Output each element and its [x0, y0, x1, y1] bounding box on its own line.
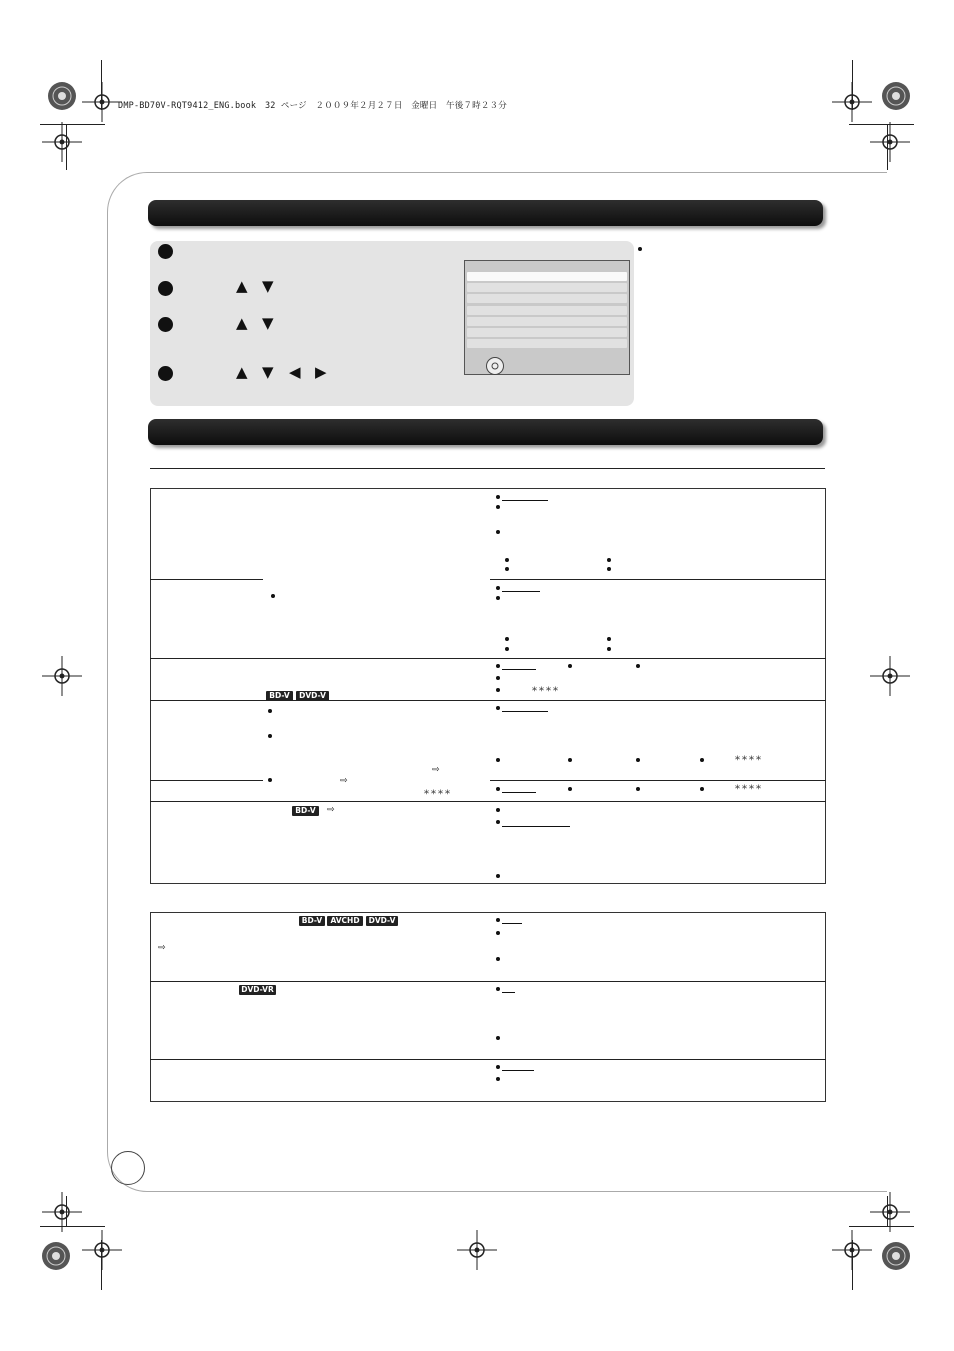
bullet [271, 594, 275, 598]
bullet [496, 987, 500, 991]
bullet [496, 1077, 500, 1081]
registration-mark-icon [42, 76, 82, 116]
crosshair-icon [42, 122, 82, 162]
crop-mark [887, 124, 888, 170]
bullet [496, 957, 500, 961]
bullet [268, 778, 272, 782]
up-arrow-icon: ▲ [236, 363, 248, 381]
crop-mark [101, 1240, 102, 1290]
step-3-icon [158, 317, 173, 332]
bd-v-tag: BD-V [299, 916, 325, 926]
bullet [638, 247, 642, 251]
dvd-v-tag: DVD-V [366, 916, 398, 926]
divider [150, 468, 825, 469]
settings-table-2 [150, 912, 826, 1102]
disc-icon [485, 356, 505, 376]
bullet [496, 495, 500, 499]
bullet [607, 567, 611, 571]
step-1-icon [158, 244, 173, 259]
bullet [268, 709, 272, 713]
crop-mark [849, 124, 914, 125]
bullet [496, 664, 500, 668]
crop-mark [101, 60, 102, 110]
default-underline [502, 992, 515, 993]
bd-v-tag: BD-V [292, 806, 319, 816]
bullet [636, 758, 640, 762]
default-underline [502, 923, 522, 924]
page-number-circle [111, 1151, 145, 1185]
table-row-divider [150, 801, 826, 802]
bullet [568, 787, 572, 791]
bullet [505, 637, 509, 641]
bullet [496, 1065, 500, 1069]
bullet [568, 758, 572, 762]
menu-screen-illustration [464, 260, 630, 375]
bullet [496, 505, 500, 509]
bullet [496, 596, 500, 600]
page-ref-icon: ⇨ [340, 776, 348, 786]
menu-item [467, 294, 627, 303]
code-placeholder: **** [735, 784, 763, 795]
bullet [505, 567, 509, 571]
crop-mark [852, 60, 853, 110]
default-underline [502, 1070, 534, 1071]
left-arrow-icon: ◀ [289, 363, 301, 381]
bullet [700, 758, 704, 762]
bullet [496, 808, 500, 812]
avchd-tag: AVCHD [327, 916, 363, 926]
menu-item [467, 317, 627, 326]
page-ref-icon: ⇨ [327, 805, 335, 815]
bullet [607, 647, 611, 651]
bullet [496, 530, 500, 534]
settings-table-1 [150, 488, 826, 884]
crop-mark [66, 1196, 67, 1226]
code-placeholder: **** [532, 686, 560, 697]
table-row-divider [150, 981, 826, 982]
crop-mark [887, 1196, 888, 1226]
up-arrow-icon: ▲ [236, 314, 248, 332]
bullet [496, 688, 500, 692]
table-row-divider [150, 579, 263, 580]
table-row-divider [150, 780, 263, 781]
bullet [568, 664, 572, 668]
bullet [496, 1036, 500, 1040]
default-underline [502, 711, 548, 712]
crosshair-icon [870, 122, 910, 162]
crosshair-icon [82, 82, 122, 122]
bullet [636, 664, 640, 668]
down-arrow-icon: ▼ [262, 277, 274, 295]
step-4-icon [158, 366, 173, 381]
bullet [607, 637, 611, 641]
menu-item [467, 328, 627, 337]
bullet [496, 706, 500, 710]
step-2-icon [158, 281, 173, 296]
dvd-vr-tag: DVD-VR [239, 985, 276, 995]
crop-mark [40, 124, 105, 125]
page-ref-icon: ⇨ [158, 943, 166, 953]
right-arrow-icon: ▶ [315, 363, 327, 381]
table-row-divider [150, 1059, 826, 1060]
table-row-divider [490, 780, 826, 781]
bullet [496, 758, 500, 762]
bullet [505, 558, 509, 562]
bullet [496, 586, 500, 590]
default-underline [502, 826, 570, 827]
table-row-divider [490, 579, 826, 580]
table-row-divider [150, 700, 826, 701]
crop-mark [66, 124, 67, 170]
bullet [700, 787, 704, 791]
default-underline [502, 500, 548, 501]
bullet [496, 918, 500, 922]
bullet [268, 734, 272, 738]
bullet [496, 787, 500, 791]
crop-mark [852, 1240, 853, 1290]
dvd-v-tag: DVD-V [296, 691, 329, 701]
crop-mark [40, 1226, 105, 1227]
bullet [636, 787, 640, 791]
menu-item [467, 339, 627, 348]
crosshair-icon [82, 1230, 122, 1270]
crop-mark [849, 1226, 914, 1227]
page-ref-icon: ⇨ [432, 765, 440, 775]
registration-mark-icon [876, 76, 916, 116]
table-row-divider [150, 658, 826, 659]
bullet [496, 676, 500, 680]
bullet [505, 647, 509, 651]
registration-mark-icon [36, 1236, 76, 1276]
default-underline [502, 792, 536, 793]
code-placeholder: **** [735, 755, 763, 766]
section-heading-band [148, 419, 823, 445]
bullet [496, 931, 500, 935]
code-placeholder: **** [424, 789, 452, 800]
bullet [607, 558, 611, 562]
registration-mark-icon [876, 1236, 916, 1276]
menu-item [467, 283, 627, 292]
bullet [496, 820, 500, 824]
bd-v-tag: BD-V [266, 691, 293, 701]
section-heading-band [148, 200, 823, 226]
bullet [496, 874, 500, 878]
down-arrow-icon: ▼ [262, 363, 274, 381]
menu-item-selected [467, 272, 627, 281]
default-underline [502, 591, 540, 592]
print-header: DMP-BD70V-RQT9412_ENG.book 32 ページ ２００９年２月２７日 金曜日 午後７時２３分 [118, 101, 507, 111]
crosshair-icon [457, 1230, 497, 1270]
menu-item [467, 306, 627, 315]
down-arrow-icon: ▼ [262, 314, 274, 332]
crosshair-icon [42, 656, 82, 696]
default-underline [502, 669, 536, 670]
up-arrow-icon: ▲ [236, 277, 248, 295]
